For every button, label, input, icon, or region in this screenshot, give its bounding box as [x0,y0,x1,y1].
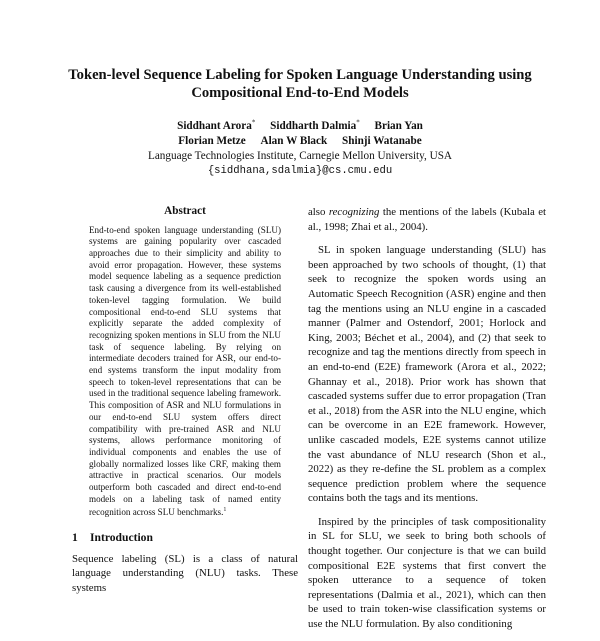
footnote-mark: 1 [223,507,227,514]
paragraph-compositionality: Inspired by the principles of task compositionality in SL for SLU, we seek to bring both schools of thought together. Our conjecture is that we can build compositional E2E systems that first convert the spoken utterance to a sequence of token representations (Dalmia et al., 2021), which can then be used to train token-wise classification systems or use the NLU formulation. By also conditioning [308,515,546,631]
author-email: {siddhana,sdalmia}@cs.cmu.edu [207,164,393,177]
title-line-2: Compositional End-to-End Models [191,85,409,101]
abstract-heading: Abstract [164,205,206,217]
author-row-1 [50,115,550,134]
section-heading-introduction: 1 Introduction [72,531,153,545]
left-column [72,204,298,596]
author-name: Siddhant Arora* [177,118,256,132]
paragraph-continuation: also recognizing the mentions of the labels (Kubala et al., 1998; Zhai et al., 2004). [308,206,547,233]
title-line-1: Token-level Sequence Labeling for Spoken Language Understanding using [68,67,532,83]
author-name: Shinji Watanabe [342,134,422,147]
paper-title [50,66,550,102]
author-name: Siddharth Dalmia* [270,118,360,132]
author-row-2 [50,134,550,149]
paragraph-sl-in-slu: SL in spoken language understanding (SLU) has been approached by two schools of thought, (1) that seek to recognize the spoken words using an Automatic Speech Recognition (ASR) engine and then tag the mentions using an NLU engine in a cascaded manner (Palmer and Ostendorf, 2001; Horlock and King, 2003; Béchet et al., 2004), and (2) that seek to recognize and tag the mentions directly from speech in an end-to-end (E2E) framework (Arora et al., 2022; Ghannay et al., 2018). Prior work has shown that cascaded systems suffer due to error propagation (Tran et al., 2018) from the ASR into the NLU engine, which can be overcome in an E2E framework. However, unlike cascaded models, E2E systems cannot utilize the vast abundance of NLU research (Shon et al., 2022) as they re-define the SL problem as a complex sequence prediction problem where the sequence contains both the tags and its mentions. [308,244,546,505]
right-column [308,205,546,641]
abstract-text: End-to-end spoken language understanding (SLU) systems are gaining popularity over cascaded approaches due to their simplicity and ability to avoid error propagation. However, these systems model sequence labeling as a sequence prediction task causing a divergence from its well-established token-level tagging formulation. We build compositional end-to-end SLU systems that explicitly separate the added complexity of recognizing spoken mentions in SLU from the NLU task of sequence labeling. By relying on intermediate decoders trained for ASR, our end-to-end systems transform the input modality from speech to token-level representations that can be used in the traditional sequence labeling framework. This composition of ASR and NLU formulations in our end-to-end SLU system offers direct compatibility with pre-trained ASR and NLU systems, allows performance monitoring of individual components and enables the use of globally normalized losses like CRF, making them attractive in practical scenarios. Our models outperform both cascaded and direct end-to-end models on a labeling task of named entity recognition across SLU benchmarks.$^1$ [89,224,281,518]
affiliation: Language Technologies Institute, Carnegie Mellon University, USA [147,149,452,162]
author-block [50,115,550,179]
introduction-paragraph: Sequence labeling (SL) is a class of natural language understanding (NLU) tasks. These systems [72,552,298,594]
author-name: Alan W Black [260,134,328,147]
author-name: Florian Metze [178,134,246,147]
author-name: Brian Yan [374,119,423,132]
